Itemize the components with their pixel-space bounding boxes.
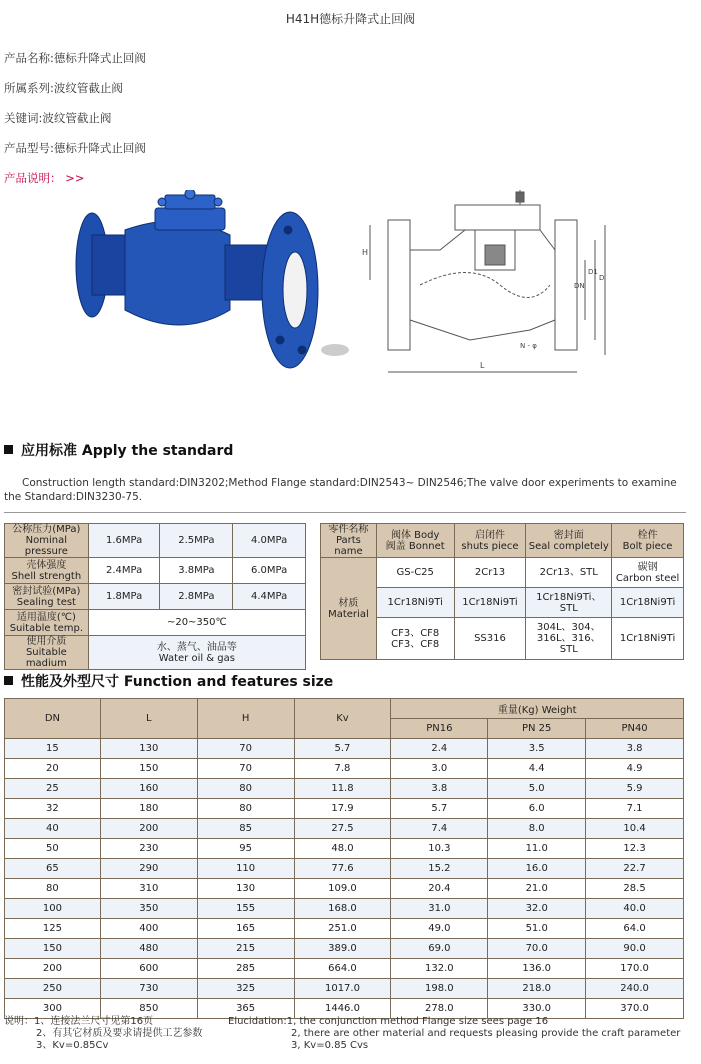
table-cell: 3.5 bbox=[488, 739, 586, 759]
table-cell: 10.4 bbox=[586, 819, 684, 839]
product-images bbox=[70, 190, 610, 405]
table-cell: 130 bbox=[197, 879, 294, 899]
table-row bbox=[321, 558, 684, 588]
header-pn25: PN 25 bbox=[488, 719, 586, 739]
header-h: H bbox=[197, 699, 294, 739]
table-row bbox=[5, 739, 684, 759]
table-cell: 32.0 bbox=[488, 899, 586, 919]
divider bbox=[4, 512, 686, 513]
header-dn: DN bbox=[5, 699, 101, 739]
table-cell: 132.0 bbox=[391, 959, 488, 979]
table-row bbox=[5, 839, 684, 859]
table-cell: 730 bbox=[100, 979, 197, 999]
table-cell: 77.6 bbox=[294, 859, 391, 879]
dim-d1-label: D1 bbox=[588, 268, 598, 276]
table-row bbox=[5, 919, 684, 939]
table-cell: 70.0 bbox=[488, 939, 586, 959]
page-title: H41H德标升降式止回阀 bbox=[285, 12, 416, 26]
table-cell: 11.8 bbox=[294, 779, 391, 799]
table-cell: 389.0 bbox=[294, 939, 391, 959]
table-row bbox=[5, 959, 684, 979]
table-cell: 200 bbox=[5, 959, 101, 979]
cell: 2.5MPa bbox=[160, 524, 233, 558]
table-cell: 80 bbox=[197, 799, 294, 819]
cell: 1Cr18Ni9Ti bbox=[612, 588, 684, 618]
cell: 4.4MPa bbox=[233, 584, 306, 610]
dim-n-label: N - φ bbox=[520, 342, 537, 350]
notes-en bbox=[228, 1016, 680, 1052]
table-cell: 80 bbox=[5, 879, 101, 899]
table-cell: 150 bbox=[100, 759, 197, 779]
table-row bbox=[5, 636, 306, 670]
header-kv: Kv bbox=[294, 699, 391, 739]
header-cell: 栓件 Bolt piece bbox=[612, 524, 684, 558]
table-cell: 160 bbox=[100, 779, 197, 799]
table-cell: 48.0 bbox=[294, 839, 391, 859]
table-cell: 850 bbox=[100, 999, 197, 1019]
table-cell: 15.2 bbox=[391, 859, 488, 879]
cell: ~20~350℃ bbox=[88, 610, 305, 636]
table-cell: 5.9 bbox=[586, 779, 684, 799]
table-cell: 70 bbox=[197, 739, 294, 759]
header-weight: 重量(Kg) Weight bbox=[391, 699, 684, 719]
cell: 1Cr18Ni9Ti、 STL bbox=[526, 588, 612, 618]
cell: 2.4MPa bbox=[88, 558, 160, 584]
table-row bbox=[5, 799, 684, 819]
cell: 1.8MPa bbox=[88, 584, 160, 610]
table-cell: 49.0 bbox=[391, 919, 488, 939]
notes-cn bbox=[4, 1016, 202, 1052]
note-line: 说明：1、连接法兰尺寸见第16页 bbox=[4, 1016, 154, 1027]
product-model: 产品型号:德标升降式止回阀 bbox=[4, 141, 146, 155]
table-cell: 15 bbox=[5, 739, 101, 759]
table-cell: 480 bbox=[100, 939, 197, 959]
table-row bbox=[5, 899, 684, 919]
table-cell: 85 bbox=[197, 819, 294, 839]
table-cell: 8.0 bbox=[488, 819, 586, 839]
table-header-row bbox=[5, 699, 684, 719]
table-cell: 4.4 bbox=[488, 759, 586, 779]
table-cell: 5.7 bbox=[391, 799, 488, 819]
table-cell: 64.0 bbox=[586, 919, 684, 939]
table-cell: 17.9 bbox=[294, 799, 391, 819]
table-cell: 20 bbox=[5, 759, 101, 779]
note-line: 3, Kv=0.85 Cvs bbox=[291, 1040, 369, 1051]
cell: SS316 bbox=[454, 618, 526, 660]
table-cell: 80 bbox=[197, 779, 294, 799]
cell: 碳钢 Carbon steel bbox=[612, 558, 684, 588]
table-cell: 11.0 bbox=[488, 839, 586, 859]
table-cell: 155 bbox=[197, 899, 294, 919]
section-function-size bbox=[4, 671, 333, 691]
cell: 2Cr13、STL bbox=[526, 558, 612, 588]
table-cell: 10.3 bbox=[391, 839, 488, 859]
table-cell: 90.0 bbox=[586, 939, 684, 959]
table-cell: 51.0 bbox=[488, 919, 586, 939]
table-cell: 3.0 bbox=[391, 759, 488, 779]
table-cell: 2.4 bbox=[391, 739, 488, 759]
table-cell: 3.8 bbox=[586, 739, 684, 759]
table-cell: 27.5 bbox=[294, 819, 391, 839]
table-row bbox=[5, 558, 306, 584]
cell: 2Cr13 bbox=[454, 558, 526, 588]
table-row bbox=[5, 979, 684, 999]
table-cell: 365 bbox=[197, 999, 294, 1019]
table-cell: 664.0 bbox=[294, 959, 391, 979]
cell: 1Cr18Ni9Ti bbox=[376, 588, 454, 618]
table-cell: 110 bbox=[197, 859, 294, 879]
table-cell: 1017.0 bbox=[294, 979, 391, 999]
table-cell: 5.7 bbox=[294, 739, 391, 759]
header-cell: 阀体 Body 阀盖 Bonnet bbox=[376, 524, 454, 558]
table-cell: 215 bbox=[197, 939, 294, 959]
cell: 6.0MPa bbox=[233, 558, 306, 584]
header-cell: 密封面 Seal completely bbox=[526, 524, 612, 558]
table-cell: 6.0 bbox=[488, 799, 586, 819]
header-pn40: PN40 bbox=[586, 719, 684, 739]
table-row bbox=[5, 610, 306, 636]
table-cell: 70 bbox=[197, 759, 294, 779]
table-cell: 100 bbox=[5, 899, 101, 919]
table-cell: 180 bbox=[100, 799, 197, 819]
table-cell: 40 bbox=[5, 819, 101, 839]
product-description-link[interactable]: 产品说明： >> bbox=[4, 171, 85, 185]
row-label: 壳体强度 Shell strength bbox=[5, 558, 89, 584]
table-cell: 12.3 bbox=[586, 839, 684, 859]
square-bullet-icon bbox=[4, 445, 13, 454]
note-line: Elucidation:1, the conjunction method Flange size sees page 16 bbox=[228, 1016, 549, 1027]
table-row bbox=[5, 524, 306, 558]
table-cell: 230 bbox=[100, 839, 197, 859]
cell: 1Cr18Ni9Ti bbox=[454, 588, 526, 618]
table-cell: 300 bbox=[5, 999, 101, 1019]
section-title: 性能及外型尺寸 Function and features size bbox=[21, 674, 334, 690]
header-pn16: PN16 bbox=[391, 719, 488, 739]
materials-table bbox=[320, 523, 684, 660]
header-cell: 启闭件 shuts piece bbox=[454, 524, 526, 558]
table-row bbox=[5, 819, 684, 839]
cell: 3.8MPa bbox=[160, 558, 233, 584]
table-cell: 278.0 bbox=[391, 999, 488, 1019]
section-title: 应用标准 Apply the standard bbox=[21, 443, 234, 459]
dim-d-label: D bbox=[599, 274, 605, 282]
table-cell: 7.4 bbox=[391, 819, 488, 839]
table-cell: 25 bbox=[5, 779, 101, 799]
dim-dn-label: DN bbox=[574, 282, 585, 290]
table-cell: 21.0 bbox=[488, 879, 586, 899]
table-cell: 165 bbox=[197, 919, 294, 939]
table-cell: 109.0 bbox=[294, 879, 391, 899]
table-cell: 7.8 bbox=[294, 759, 391, 779]
note-line: 2, there are other material and requests pleasing provide the craft parameter bbox=[291, 1028, 681, 1039]
table-cell: 285 bbox=[197, 959, 294, 979]
table-cell: 325 bbox=[197, 979, 294, 999]
table-cell: 370.0 bbox=[586, 999, 684, 1019]
valve-drawing bbox=[370, 190, 605, 372]
table-cell: 251.0 bbox=[294, 919, 391, 939]
table-cell: 95 bbox=[197, 839, 294, 859]
table-row bbox=[5, 779, 684, 799]
table-cell: 22.7 bbox=[586, 859, 684, 879]
table-cell: 40.0 bbox=[586, 899, 684, 919]
table-cell: 4.9 bbox=[586, 759, 684, 779]
cell: 水、蒸气、油品等 Water oil & gas bbox=[88, 636, 305, 670]
table-row bbox=[5, 939, 684, 959]
table-cell: 50 bbox=[5, 839, 101, 859]
note-line: 2、有其它材质及要求请提供工艺参数 bbox=[36, 1028, 203, 1039]
table-cell: 28.5 bbox=[586, 879, 684, 899]
product-name: 产品名称:德标升降式止回阀 bbox=[4, 51, 146, 65]
cell: 2.8MPa bbox=[160, 584, 233, 610]
table-cell: 16.0 bbox=[488, 859, 586, 879]
table-row bbox=[5, 759, 684, 779]
table-cell: 218.0 bbox=[488, 979, 586, 999]
header-l: L bbox=[100, 699, 197, 739]
table-cell: 290 bbox=[100, 859, 197, 879]
table-cell: 310 bbox=[100, 879, 197, 899]
size-table bbox=[4, 698, 684, 1019]
table-cell: 240.0 bbox=[586, 979, 684, 999]
row-label: 公称压力(MPa) Nominal pressure bbox=[5, 524, 89, 558]
table-row bbox=[5, 584, 306, 610]
cell: 1Cr18Ni9Ti bbox=[612, 618, 684, 660]
section-apply-standard bbox=[4, 440, 233, 460]
table-cell: 69.0 bbox=[391, 939, 488, 959]
table-cell: 5.0 bbox=[488, 779, 586, 799]
table-cell: 32 bbox=[5, 799, 101, 819]
table-cell: 250 bbox=[5, 979, 101, 999]
table-cell: 350 bbox=[100, 899, 197, 919]
table-header-row bbox=[321, 524, 684, 558]
table-cell: 125 bbox=[5, 919, 101, 939]
table-cell: 7.1 bbox=[586, 799, 684, 819]
product-series: 所属系列:波纹管截止阀 bbox=[4, 81, 123, 95]
table-row bbox=[5, 879, 684, 899]
valve-photo bbox=[76, 190, 318, 368]
table-cell: 136.0 bbox=[488, 959, 586, 979]
table-cell: 600 bbox=[100, 959, 197, 979]
dim-h-label: H bbox=[362, 248, 369, 257]
row-label: 适用温度(℃) Suitable temp. bbox=[5, 610, 89, 636]
cell: 304L、304、 316L、316、 STL bbox=[526, 618, 612, 660]
standard-paragraph: Construction length standard:DIN3202;Method Flange standard:DIN2543~ DIN2546;The valve door experiments to examine the Standard:DIN3230-75. bbox=[4, 477, 677, 503]
table-cell: 168.0 bbox=[294, 899, 391, 919]
cell: CF3、CF8 CF3、CF8 bbox=[376, 618, 454, 660]
material-label: 材质 Material bbox=[321, 558, 377, 660]
table-cell: 1446.0 bbox=[294, 999, 391, 1019]
size-table-body bbox=[5, 739, 684, 1019]
table-cell: 170.0 bbox=[586, 959, 684, 979]
table-cell: 31.0 bbox=[391, 899, 488, 919]
table-cell: 130 bbox=[100, 739, 197, 759]
valve-photo-and-drawing bbox=[70, 190, 610, 405]
spec-table bbox=[4, 523, 306, 670]
row-label: 密封试验(MPa) Sealing test bbox=[5, 584, 89, 610]
table-cell: 198.0 bbox=[391, 979, 488, 999]
dim-l-label: L bbox=[480, 361, 485, 370]
row-label: 使用介质 Suitable madium bbox=[5, 636, 89, 670]
square-bullet-icon bbox=[4, 676, 13, 685]
table-cell: 3.8 bbox=[391, 779, 488, 799]
cell: 1.6MPa bbox=[88, 524, 160, 558]
header-cell: 零件名称 Parts name bbox=[321, 524, 377, 558]
cell: 4.0MPa bbox=[233, 524, 306, 558]
product-keywords: 关键词:波纹管截止阀 bbox=[4, 111, 112, 125]
table-cell: 20.4 bbox=[391, 879, 488, 899]
table-cell: 200 bbox=[100, 819, 197, 839]
note-line: 3、Kv=0.85Cv bbox=[36, 1040, 109, 1051]
table-row bbox=[5, 859, 684, 879]
table-cell: 330.0 bbox=[488, 999, 586, 1019]
cell: GS-C25 bbox=[376, 558, 454, 588]
table-cell: 400 bbox=[100, 919, 197, 939]
table-cell: 65 bbox=[5, 859, 101, 879]
table-cell: 150 bbox=[5, 939, 101, 959]
